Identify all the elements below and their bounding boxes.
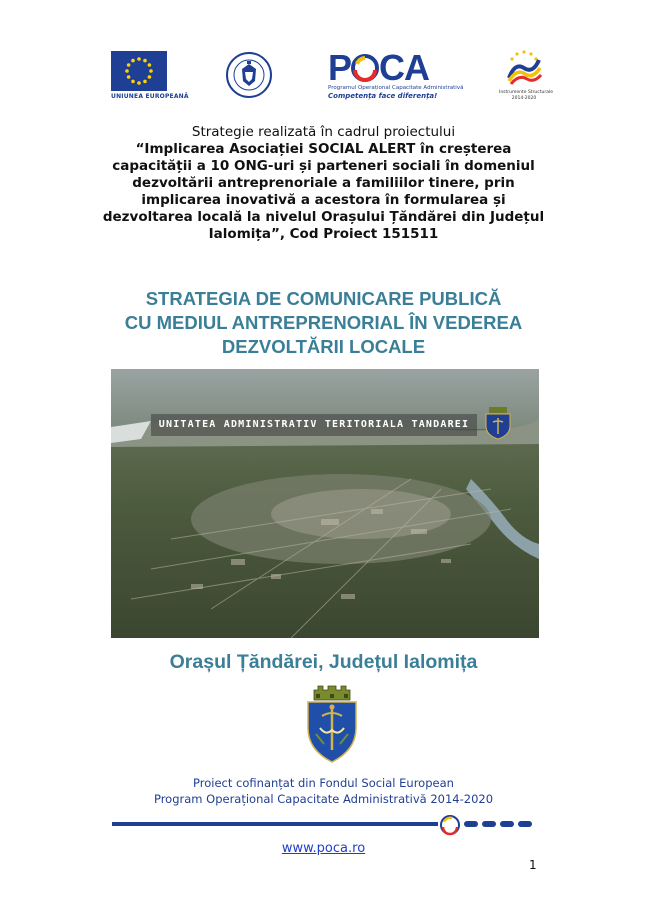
poca-website-link[interactable]: www.poca.ro <box>281 841 366 856</box>
structural-instruments-logo <box>499 48 553 102</box>
footer-divider-icon <box>112 815 541 839</box>
poca-logo <box>328 47 464 100</box>
project-intro <box>100 124 547 243</box>
aerial-landscape-image <box>111 369 539 638</box>
funding-statement <box>60 775 587 807</box>
structural-caption-line2: 2014-2020 <box>511 96 537 101</box>
eu-logo <box>111 51 189 100</box>
intro-line: Strategie realizată în cadrul proiectului <box>191 124 456 140</box>
photo-banner: UNITATEA ADMINISTRATIV TERITORIALA TANDAREI <box>151 414 477 436</box>
poca-tagline: Competența face diferența! <box>328 92 438 100</box>
funding-line-1: Proiect cofinanțat din Fondul Social European <box>193 776 454 790</box>
poca-wordmark <box>328 47 434 88</box>
poca-o-icon <box>351 51 379 85</box>
eu-flag <box>111 51 167 91</box>
document-title <box>60 287 587 359</box>
eu-stars-icon <box>111 51 167 91</box>
town-coat-of-arms-icon <box>304 684 360 768</box>
footer-divider <box>112 815 541 839</box>
poca-subtitle: Programul Operațional Capacitate Administrativă <box>328 85 464 91</box>
poca-letter-p: P <box>328 47 352 88</box>
photo-crest-icon <box>484 406 512 444</box>
title-line-2: CU MEDIUL ANTREPRENORIAL ÎN VEDEREA <box>124 312 523 333</box>
city-name: Orașul Țăndărei, Județul Ialomița <box>169 651 478 673</box>
project-description: “Implicarea Asociației SOCIAL ALERT în creșterea capacității a 10 ONG-uri și parteneri sociali în domeniul dezvoltării antreprenoriale a familiilor tinere, prin implicarea inovativă a acestora în formularea și dezvoltarea locală la nivelul Orașului Țăndărei din Județul Ialomița”, Cod Proiect 151511 <box>102 141 545 242</box>
romania-government-seal-icon <box>226 50 272 100</box>
logo-row <box>0 46 647 110</box>
government-logo <box>226 50 272 104</box>
website-link-container <box>0 841 647 856</box>
structural-instruments-icon <box>503 48 545 86</box>
aerial-city-photo <box>111 369 539 638</box>
poca-letters-ca: CA <box>379 47 430 88</box>
title-line-1: STRATEGIA DE COMUNICARE PUBLICĂ <box>145 288 502 309</box>
page-number: 1 <box>529 858 537 872</box>
title-line-3: DEZVOLTĂRII LOCALE <box>221 336 426 357</box>
eu-caption: UNIUNEA EUROPEANĂ <box>111 93 189 100</box>
structural-caption-line1: Instrumente Structurale <box>499 90 553 95</box>
funding-line-2: Program Operațional Capacitate Administrativă 2014-2020 <box>153 792 494 806</box>
